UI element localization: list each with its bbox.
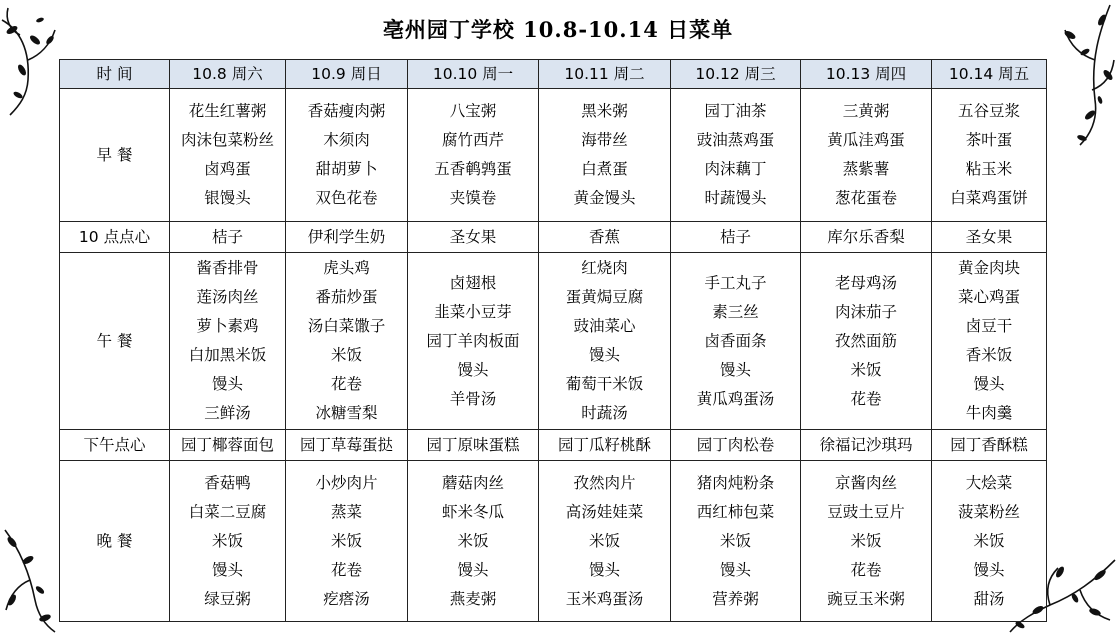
header-day: 10.13 周四 xyxy=(801,60,932,89)
dish-item: 菜心鸡蛋 xyxy=(957,288,1020,306)
menu-cell-snack_pm: 园丁肉松卷 xyxy=(671,430,801,461)
dish-item: 甜胡萝卜 xyxy=(315,160,378,178)
dish-item: 燕麦粥 xyxy=(449,589,497,608)
dish-item: 三鲜汤 xyxy=(204,404,251,422)
lunch-row xyxy=(60,253,1047,430)
dish-item: 馒头 xyxy=(588,346,620,364)
dish-item: 白菜二豆腐 xyxy=(188,502,267,521)
dish-item: 小炒肉片 xyxy=(315,473,378,492)
dish-item: 园丁油茶 xyxy=(704,102,767,120)
menu-cell-snack_am: 香蕉 xyxy=(539,222,671,253)
dish-item: 酱香排骨 xyxy=(196,259,259,277)
dish-item: 卤鸡蛋 xyxy=(204,160,251,178)
dish-item: 米饭 xyxy=(588,531,620,550)
dish-item: 馒头 xyxy=(457,360,489,379)
dish-item: 孜然面筋 xyxy=(834,331,897,350)
menu-cell-breakfast xyxy=(539,89,671,222)
dish-item: 馒头 xyxy=(719,360,751,379)
menu-cell-dinner xyxy=(801,461,932,622)
pm-snack-row xyxy=(60,430,1047,461)
dish-item: 黑米粥 xyxy=(581,102,628,120)
meal-label-am-snack: 10 点点心 xyxy=(60,222,170,253)
dish-item: 蘑菇肉丝 xyxy=(441,473,504,492)
menu-cell-breakfast xyxy=(671,89,801,222)
dish-item: 豌豆玉米粥 xyxy=(827,589,905,608)
dish-item: 肉沫藕丁 xyxy=(704,160,767,178)
dish-item: 木须肉 xyxy=(323,131,370,149)
header-day: 10.12 周三 xyxy=(671,60,801,89)
menu-cell-snack_pm: 园丁香酥糕 xyxy=(932,430,1047,461)
meal-label-lunch: 午 餐 xyxy=(60,253,170,430)
menu-cell-snack_am: 圣女果 xyxy=(408,222,539,253)
dish-item: 茶叶蛋 xyxy=(965,131,1013,149)
dish-item: 馒头 xyxy=(457,560,489,579)
menu-cell-dinner xyxy=(170,461,286,622)
dish-item: 大烩菜 xyxy=(965,473,1013,492)
dish-item: 蛋黄焗豆腐 xyxy=(565,288,644,306)
menu-cell-dinner xyxy=(671,461,801,622)
dish-item: 玉米鸡蛋汤 xyxy=(565,589,644,608)
dish-item: 猪肉炖粉条 xyxy=(696,473,775,492)
dish-item: 米饭 xyxy=(211,531,243,550)
dish-item: 羊骨汤 xyxy=(449,389,497,408)
menu-cell-lunch xyxy=(801,253,932,430)
dish-item: 葡萄干米饭 xyxy=(565,375,644,393)
dish-item: 黄金馒头 xyxy=(573,189,636,207)
dish-item: 园丁羊肉板面 xyxy=(426,331,520,350)
dish-item: 馒头 xyxy=(588,560,620,579)
dish-item: 莲汤肉丝 xyxy=(196,288,259,306)
dish-item: 白加黑米饭 xyxy=(188,346,267,364)
dish-item: 番茄炒蛋 xyxy=(315,288,378,306)
menu-cell-snack_am: 伊利学生奶 xyxy=(286,222,408,253)
dish-item: 黄瓜鸡蛋汤 xyxy=(696,389,775,408)
header-day: 10.11 周二 xyxy=(539,60,671,89)
menu-cell-lunch xyxy=(170,253,286,430)
header-time: 时 间 xyxy=(60,60,170,89)
menu-cell-lunch xyxy=(671,253,801,430)
menu-cell-snack_pm: 园丁瓜籽桃酥 xyxy=(539,430,671,461)
menu-cell-lunch xyxy=(539,253,671,430)
dish-item: 京酱肉丝 xyxy=(834,473,897,492)
dish-item: 香菇鸭 xyxy=(204,473,251,492)
header-day: 10.9 周日 xyxy=(286,60,408,89)
dish-item: 孜然肉片 xyxy=(573,473,636,492)
menu-cell-breakfast xyxy=(170,89,286,222)
dish-item: 花生红薯粥 xyxy=(188,102,267,120)
dish-item: 花卷 xyxy=(850,389,882,408)
dish-item: 银馒头 xyxy=(204,189,251,207)
meal-label-pm-snack: 下午点心 xyxy=(60,430,170,461)
dish-item: 花卷 xyxy=(330,560,362,579)
dish-item: 牛肉羹 xyxy=(965,404,1013,422)
dish-item: 韭菜小豆芽 xyxy=(434,302,512,321)
dish-item: 米饭 xyxy=(330,346,362,364)
dish-item: 菠菜粉丝 xyxy=(957,502,1020,521)
meal-label-breakfast: 早 餐 xyxy=(60,89,170,222)
dish-item: 时蔬馒头 xyxy=(704,189,767,207)
dish-item: 米饭 xyxy=(719,531,751,550)
menu-cell-breakfast xyxy=(408,89,539,222)
menu-cell-snack_am: 圣女果 xyxy=(932,222,1047,253)
menu-cell-snack_am: 库尔乐香梨 xyxy=(801,222,932,253)
am-snack-row xyxy=(60,222,1047,253)
dish-item: 白菜鸡蛋饼 xyxy=(950,189,1028,207)
dish-item: 营养粥 xyxy=(712,589,759,608)
menu-cell-dinner xyxy=(408,461,539,622)
dish-item: 疙瘩汤 xyxy=(323,589,370,608)
menu-cell-snack_pm: 园丁椰蓉面包 xyxy=(170,430,286,461)
dish-item: 米饭 xyxy=(850,531,882,550)
menu-cell-dinner xyxy=(286,461,408,622)
dish-item: 卤翅根 xyxy=(449,273,497,292)
dish-item: 甜汤 xyxy=(973,589,1005,608)
meal-label-dinner: 晚 餐 xyxy=(60,461,170,622)
dish-item: 蒸菜 xyxy=(330,502,362,521)
dish-item: 时蔬汤 xyxy=(581,404,628,422)
dish-item: 腐竹西芹 xyxy=(441,131,504,149)
breakfast-row xyxy=(60,89,1047,222)
dish-item: 虎头鸡 xyxy=(323,259,370,277)
dish-item: 八宝粥 xyxy=(449,102,497,120)
dish-item: 花卷 xyxy=(850,560,882,579)
menu-cell-breakfast xyxy=(801,89,932,222)
menu-cell-breakfast xyxy=(932,89,1047,222)
dish-item: 红烧肉 xyxy=(581,259,628,277)
dish-item: 汤白菜馓子 xyxy=(307,317,386,335)
dish-item: 葱花蛋卷 xyxy=(834,189,897,207)
dish-item: 香菇瘦肉粥 xyxy=(307,102,386,120)
dish-item: 豆豉土豆片 xyxy=(827,502,905,521)
dish-item: 五香鹌鹑蛋 xyxy=(434,160,512,178)
dish-item: 萝卜素鸡 xyxy=(196,317,259,335)
menu-cell-lunch xyxy=(932,253,1047,430)
dish-item: 手工丸子 xyxy=(704,273,767,292)
dish-item: 五谷豆浆 xyxy=(957,102,1020,120)
dish-item: 花卷 xyxy=(330,375,362,393)
dish-item: 黄瓜洼鸡蛋 xyxy=(827,131,905,149)
dish-item: 米饭 xyxy=(850,360,882,379)
dish-item: 馒头 xyxy=(973,375,1005,393)
dish-item: 蒸紫薯 xyxy=(842,160,890,178)
dish-item: 米饭 xyxy=(330,531,362,550)
dish-item: 肉沫包菜粉丝 xyxy=(180,131,274,149)
dish-item: 馒头 xyxy=(211,375,243,393)
dish-item: 虾米冬瓜 xyxy=(441,502,504,521)
dish-item: 馒头 xyxy=(719,560,751,579)
dish-item: 三黄粥 xyxy=(842,102,890,120)
menu-cell-dinner xyxy=(932,461,1047,622)
dish-item: 黄金肉块 xyxy=(957,259,1020,277)
menu-cell-lunch xyxy=(286,253,408,430)
dish-item: 卤豆干 xyxy=(965,317,1013,335)
dish-item: 素三丝 xyxy=(712,302,759,321)
dish-item: 馒头 xyxy=(973,560,1005,579)
dish-item: 肉沫茄子 xyxy=(834,302,897,321)
dish-item: 卤香面条 xyxy=(704,331,767,350)
header-day: 10.8 周六 xyxy=(170,60,286,89)
dish-item: 夹馍卷 xyxy=(449,189,497,207)
menu-cell-breakfast xyxy=(286,89,408,222)
dish-item: 冰糖雪梨 xyxy=(315,404,378,422)
menu-cell-snack_am: 桔子 xyxy=(170,222,286,253)
dish-item: 馒头 xyxy=(211,560,243,579)
dish-item: 豉油蒸鸡蛋 xyxy=(696,131,775,149)
dish-item: 西红柿包菜 xyxy=(696,502,775,521)
menu-cell-snack_pm: 园丁草莓蛋挞 xyxy=(286,430,408,461)
dish-item: 海带丝 xyxy=(581,131,628,149)
dish-item: 米饭 xyxy=(457,531,489,550)
dish-item: 双色花卷 xyxy=(315,189,378,207)
header-day: 10.14 周五 xyxy=(932,60,1047,89)
dish-item: 豉油菜心 xyxy=(573,317,636,335)
dish-item: 老母鸡汤 xyxy=(834,273,897,292)
page-title: 亳州园丁学校 10.8-10.14 日菜单 xyxy=(382,17,734,42)
menu-table xyxy=(59,59,1047,622)
dish-item: 粘玉米 xyxy=(965,160,1013,178)
menu-cell-snack_pm: 园丁原味蛋糕 xyxy=(408,430,539,461)
menu-cell-snack_am: 桔子 xyxy=(671,222,801,253)
header-day: 10.10 周一 xyxy=(408,60,539,89)
dish-item: 绿豆粥 xyxy=(204,589,251,608)
dinner-row xyxy=(60,461,1047,622)
header-row xyxy=(60,60,1047,89)
menu-cell-snack_pm: 徐福记沙琪玛 xyxy=(801,430,932,461)
dish-item: 米饭 xyxy=(973,531,1005,550)
dish-item: 白煮蛋 xyxy=(581,160,628,178)
menu-cell-dinner xyxy=(539,461,671,622)
dish-item: 高汤娃娃菜 xyxy=(565,502,644,521)
dish-item: 香米饭 xyxy=(965,346,1013,364)
menu-cell-lunch xyxy=(408,253,539,430)
